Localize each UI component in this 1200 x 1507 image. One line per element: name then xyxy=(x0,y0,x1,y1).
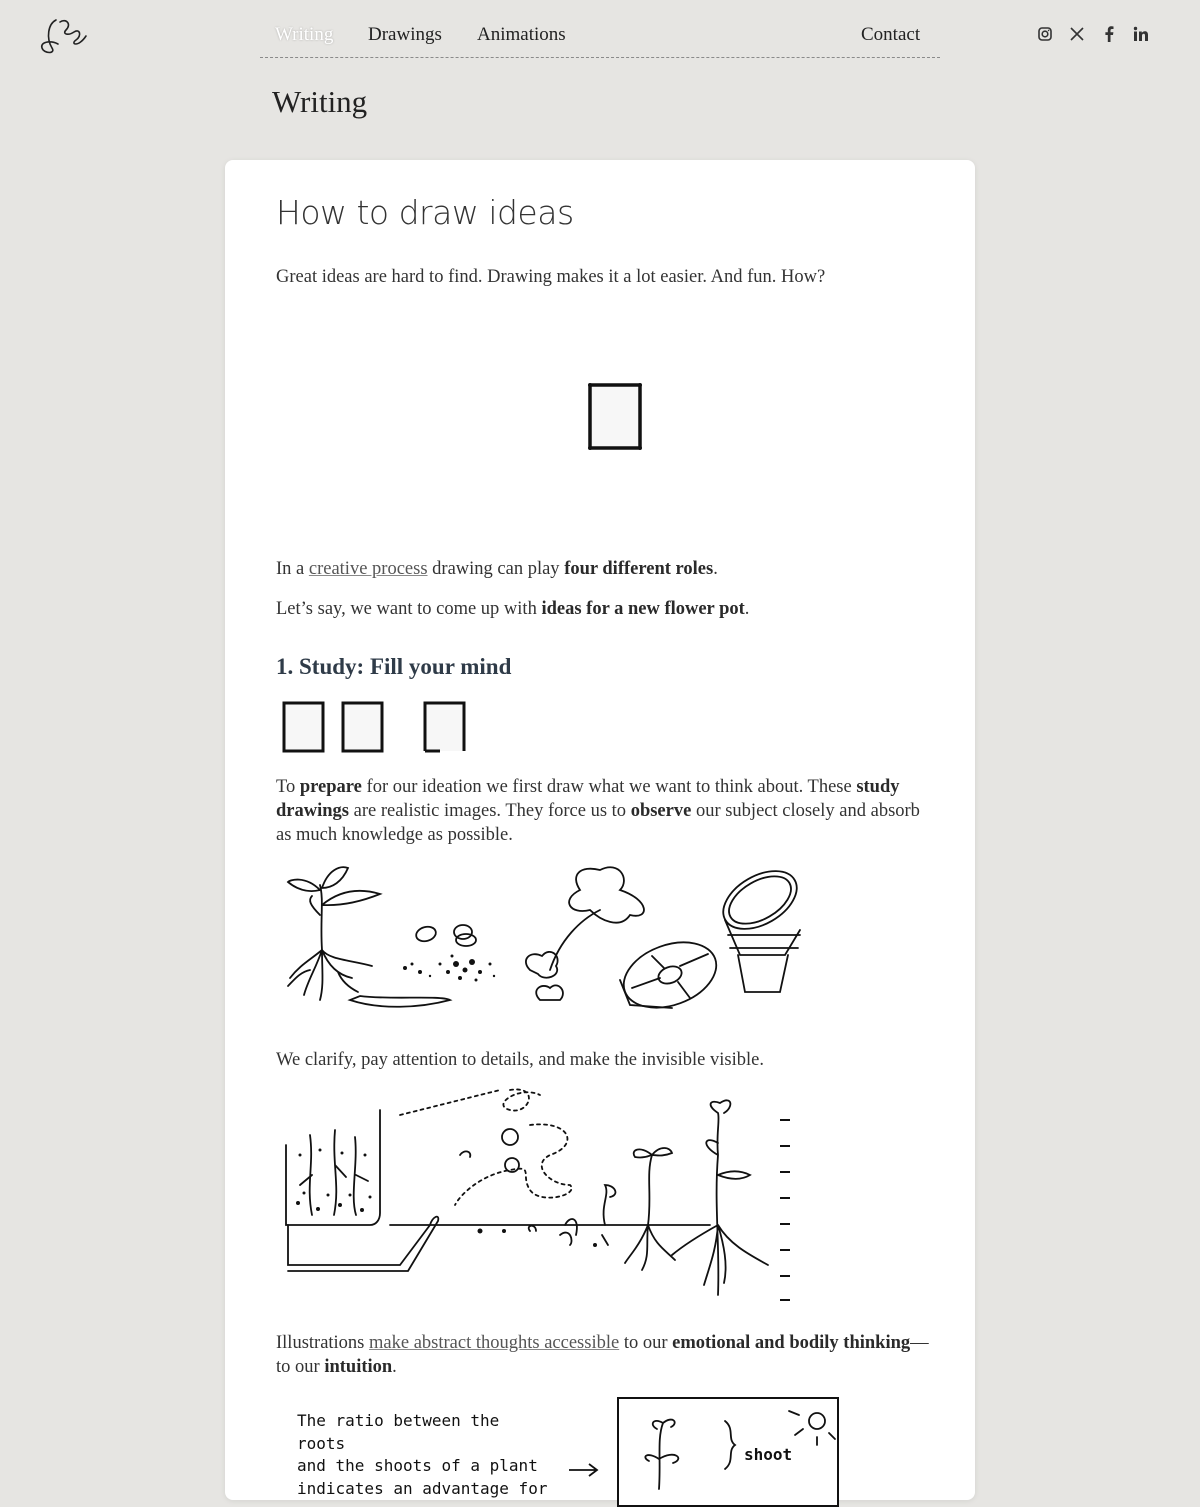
growth-illustration xyxy=(280,1085,800,1310)
text: . xyxy=(392,1357,397,1377)
instagram-icon[interactable] xyxy=(1036,26,1054,46)
frames-illustration xyxy=(280,698,480,758)
x-icon[interactable] xyxy=(1068,26,1086,46)
signature-logo-icon xyxy=(38,14,92,58)
text: Illustrations xyxy=(276,1333,370,1353)
nav-writing[interactable]: Writing xyxy=(275,24,334,45)
nav-contact[interactable]: Contact xyxy=(861,24,921,45)
text: . xyxy=(713,559,718,579)
article-title: How to draw ideas xyxy=(276,193,574,232)
roles-paragraph xyxy=(276,557,936,581)
note-line: indicates an advantage for xyxy=(297,1478,548,1498)
text: Let’s say, we want to come up with xyxy=(276,599,542,619)
note-line: The ratio between the roots xyxy=(297,1411,500,1453)
site-logo[interactable] xyxy=(38,14,92,58)
study-drawings-illustration xyxy=(280,860,820,1030)
bold-text: prepare xyxy=(299,777,362,797)
text: are realistic images. They force us to xyxy=(349,801,631,821)
abstract-thoughts-link[interactable]: make abstract thoughts accessible xyxy=(369,1333,620,1353)
text: our subject closely and absorb as much knowledge as possible. xyxy=(276,801,920,845)
flower-pot-paragraph xyxy=(276,597,936,621)
plant-sketch-icon xyxy=(619,1399,837,1499)
illustrations-paragraph xyxy=(276,1331,936,1379)
study-heading: 1. Study: Fill your mind xyxy=(276,654,512,679)
frame-illustration xyxy=(585,380,645,452)
main-nav xyxy=(260,22,940,58)
handwritten-note xyxy=(297,1410,557,1500)
text: —to our xyxy=(276,1333,929,1377)
clarify-paragraph: We clarify, pay attention to details, and make the invisible visible. xyxy=(276,1050,764,1070)
creative-process-link[interactable]: creative process xyxy=(308,559,428,579)
shoot-label: shoot xyxy=(744,1445,793,1464)
arrow-icon xyxy=(565,1460,605,1480)
text: for our ideation we first draw what we want to think about. These xyxy=(361,777,857,797)
text: To xyxy=(276,777,300,797)
text: drawing can play xyxy=(427,559,565,579)
nav-animations[interactable]: Animations xyxy=(477,24,566,45)
nav-drawings[interactable]: Drawings xyxy=(368,24,442,45)
text: to our xyxy=(619,1333,673,1353)
intro-paragraph: Great ideas are hard to find. Drawing makes it a lot easier. And fun. How? xyxy=(276,267,826,287)
facebook-icon[interactable] xyxy=(1100,26,1118,46)
bold-text: four different roles xyxy=(564,559,714,579)
linkedin-icon[interactable] xyxy=(1132,26,1150,46)
bold-text: ideas for a new flower pot xyxy=(541,599,745,619)
article-card xyxy=(225,160,975,1500)
bold-text: study drawings xyxy=(276,777,900,821)
bold-text: observe xyxy=(630,801,692,821)
bold-text: emotional and bodily thinking xyxy=(672,1333,911,1353)
section-title: Writing xyxy=(272,84,368,119)
note-line: and the shoots of a plant xyxy=(297,1456,538,1475)
bold-text: intuition xyxy=(324,1357,393,1377)
social-links xyxy=(1036,26,1150,46)
prepare-paragraph xyxy=(276,775,936,847)
text: . xyxy=(744,599,750,619)
text: In a xyxy=(276,559,309,579)
shoot-panel xyxy=(617,1397,839,1507)
